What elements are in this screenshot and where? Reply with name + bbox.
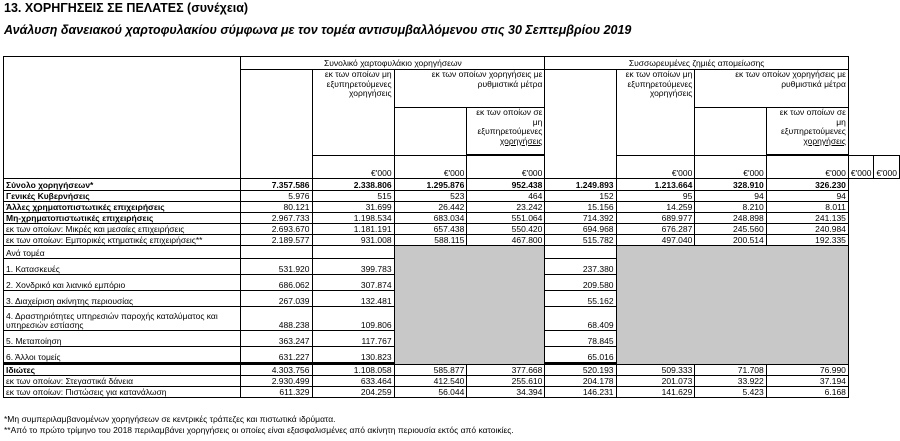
row-label: 4. Δραστηριότητες υπηρεσιών παροχής καταλύματος και υπηρεσιών εστίασης [4,307,241,331]
cell: 245.560 [695,224,766,235]
cell: 55.162 [545,291,616,307]
table-row [4,224,900,235]
cell: 141.629 [616,387,695,398]
row-label: εκ των οποίων: Στεγαστικά δάνεια [4,376,241,387]
cell: 657.438 [394,224,467,235]
cell: 467.800 [467,235,545,246]
cell: 237.380 [545,259,616,275]
header-forborne-np-line1: εκ των οποίων σε [476,107,543,117]
unit-label: €'000 [312,156,394,179]
header-impairment-forborne-np-line4: χορηγήσεις [803,135,846,146]
header-blank [4,57,241,179]
header-impairment: Συσσωρευμένες ζημιές απομείωσης [545,57,849,70]
cell: 631.227 [241,347,312,363]
cell: 94 [695,191,766,202]
table-row [4,387,900,398]
cell: 132.481 [312,291,394,307]
header-forborne-blank [394,108,467,156]
unit-label: €'000 [766,156,848,179]
cell: 31.699 [312,202,394,213]
shaded-area [616,246,848,365]
cell: 2.338.806 [312,179,394,191]
table-row [4,213,900,224]
cell: 2.930.499 [241,376,312,387]
cell: 523 [394,191,467,202]
cell: 204.178 [545,376,616,387]
header-impairment-forborne-np-line3: εξυπηρετούμενες [781,126,846,136]
unit-label: €'000 [394,156,467,179]
header-forborne-np [467,108,545,155]
cell: 94 [766,191,848,202]
header-impairment-forborne: εκ των οποίων χορηγήσεις με ρυθμιστικά μέτρα [695,70,849,108]
table-row [4,376,900,387]
cell: 71.708 [695,365,766,376]
cell: 255.610 [467,376,545,387]
unit-label: €'000 [848,156,874,179]
cell: 1.295.876 [394,179,467,191]
cell: 248.898 [695,213,766,224]
cell: 551.064 [467,213,545,224]
cell: 633.464 [312,376,394,387]
cell: 307.874 [312,275,394,291]
row-label: εκ των οποίων: Μικρές και μεσαίες επιχειρήσεις [4,224,241,235]
unit-label: €'000 [467,156,545,179]
cell: 56.044 [394,387,467,398]
row-label: Ιδιώτες [4,365,241,376]
row-label: Γενικές Κυβερνήσεις [4,191,241,202]
cell: 2.189.577 [241,235,312,246]
cell: 33.922 [695,376,766,387]
cell: 497.040 [616,235,695,246]
header-impairment-blank [545,70,616,179]
row-label: εκ των οποίων: Εμπορικές κτηματικές επιχειρήσεις** [4,235,241,246]
cell: 412.540 [394,376,467,387]
footnote-1: *Μη συμπεριλαμβανομένων χορηγήσεων σε κεντρικές τράπεζες και πιστωτικά ιδρύματα. [4,414,336,424]
cell: 117.767 [312,331,394,347]
cell: 931.008 [312,235,394,246]
cell: 488.238 [241,307,312,331]
cell: 509.333 [616,365,695,376]
header-non-performing: εκ των οποίων μη εξυπηρετούμενες χορηγήσεις [312,70,394,156]
section-heading: 13. ΧΟΡΗΓΗΣΕΙΣ ΣΕ ΠΕΛΑΤΕΣ (συνέχεια) [4,1,249,15]
header-impairment-forborne-np-line2: μη [836,116,846,127]
cell: 240.984 [766,224,848,235]
cell: 689.977 [616,213,695,224]
header-impairment-forborne-np-line1: εκ των οποίων σε [779,107,846,117]
shaded-area [394,246,545,365]
unit-label: €'000 [695,156,766,179]
cell: 80.121 [241,202,312,213]
row-label: Μη-χρηματοπιστωτικές επιχειρήσεις [4,213,241,224]
cell: 204.259 [312,387,394,398]
table-row [4,202,900,213]
row-label: Σύνολο χορηγήσεων* [4,179,241,191]
cell: 377.668 [467,365,545,376]
cell: 2.967.733 [241,213,312,224]
cell: 1.108.058 [312,365,394,376]
cell: 241.135 [766,213,848,224]
cell: 515 [312,191,394,202]
header-total-portfolio: Συνολικό χαρτοφυλάκιο χορηγήσεων [241,57,545,70]
cell: 8.210 [695,202,766,213]
cell: 95 [616,191,695,202]
cell: 1.249.893 [545,179,616,191]
cell: 515.782 [545,235,616,246]
table-subtitle: Ανάλυση δανειακού χαρτοφυλακίου σύμφωνα με τον τομέα αντισυμβαλλόμενου στις 30 Σεπτεμβρίου 2019 [4,23,632,37]
cell: 326.230 [766,179,848,191]
header-impairment-forborne-blank [695,108,766,156]
cell: 209.580 [545,275,616,291]
cell: 5.423 [695,387,766,398]
cell: 192.335 [766,235,848,246]
cell: 585.877 [394,365,467,376]
cell: 146.231 [545,387,616,398]
cell: 15.156 [545,202,616,213]
row-label: 2. Χονδρικό και λιανικό εμπόριο [4,275,241,291]
cell: 1.181.191 [312,224,394,235]
cell: 611.329 [241,387,312,398]
cell: 23.242 [467,202,545,213]
cell: 5.976 [241,191,312,202]
footnotes [4,414,514,436]
cell: 109.806 [312,307,394,331]
cell: 26.442 [394,202,467,213]
unit-label: €'000 [874,156,900,179]
header-forborne: εκ των οποίων χορηγήσεις με ρυθμιστικά μέτρα [394,70,545,108]
cell: 6.168 [766,387,848,398]
cell: 1.198.534 [312,213,394,224]
cell: 14.259 [616,202,695,213]
header-impairment-non-performing: εκ των οποίων μη εξυπηρετούμενες χορηγήσεις [616,70,695,156]
footnote-2: **Από το πρώτο τρίμηνο του 2018 περιλαμβάνει χορηγήσεις οι οποίες είναι εξασφαλισμένες από ακίνητη περιουσία εκτός από κατοικίες. [4,425,514,435]
cell: 7.357.586 [241,179,312,191]
cell: 686.062 [241,275,312,291]
cell: 363.247 [241,331,312,347]
cell: 201.073 [616,376,695,387]
cell: 4.303.756 [241,365,312,376]
cell: 8.011 [766,202,848,213]
table-row [4,246,900,259]
cell: 952.438 [467,179,545,191]
row-label: Άλλες χρηματοπιστωτικές επιχειρήσεις [4,202,241,213]
cell: 267.039 [241,291,312,307]
cell: 328.910 [695,179,766,191]
loan-portfolio-table [3,56,900,398]
cell: 200.514 [695,235,766,246]
cell: 520.193 [545,365,616,376]
table-row [4,191,900,202]
cell: 34.394 [467,387,545,398]
row-label: 5. Μεταποίηση [4,331,241,347]
cell: 37.194 [766,376,848,387]
cell: 683.034 [394,213,467,224]
cell: 464 [467,191,545,202]
row-label: εκ των οποίων: Πιστώσεις για κατανάλωση [4,387,241,398]
cell: 2.693.670 [241,224,312,235]
cell: 588.115 [394,235,467,246]
header-forborne-np-line4: χορηγήσεις [499,135,543,146]
header-forborne-np-line3: εξυπηρετούμενες [477,126,543,136]
cell: 550.420 [467,224,545,235]
cell: 76.990 [766,365,848,376]
row-label: 6. Άλλοι τομείς [4,347,241,363]
cell: 65.016 [545,347,616,363]
header-impairment-forborne-np [766,108,848,155]
row-label: Ανά τομέα [4,246,241,259]
cell: 676.287 [616,224,695,235]
cell: 68.409 [545,307,616,331]
unit-label: €'000 [616,156,695,179]
cell: 399.783 [312,259,394,275]
header-forborne-np-line2: μη [532,116,543,127]
row-label: 1. Κατασκευές [4,259,241,275]
table-row [4,235,900,246]
cell: 152 [545,191,616,202]
cell: 694.968 [545,224,616,235]
table-row [4,179,900,191]
cell: 130.823 [312,347,394,363]
header-total-blank [241,70,312,179]
cell: 714.392 [545,213,616,224]
cell: 1.213.664 [616,179,695,191]
row-label: 3. Διαχείριση ακίνητης περιουσίας [4,291,241,307]
cell: 78.845 [545,331,616,347]
table-row [4,365,900,376]
cell: 531.920 [241,259,312,275]
